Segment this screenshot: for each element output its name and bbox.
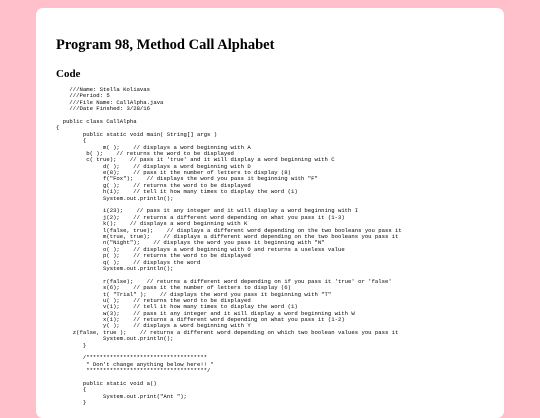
code-line: System.out.println(); [56, 335, 174, 343]
code-line: v(1); // tell it how many times to display the word (1) [56, 303, 298, 311]
code-line: public class CallAlpha [56, 117, 137, 125]
code-line: i(23); // pass it any integer and it will display a word beginning with I [56, 207, 359, 215]
code-block[interactable] [56, 87, 402, 407]
code-line: ///Date Finshed: 3/28/16 [56, 105, 150, 113]
code-line: * Don't change anything below here!! * [56, 360, 214, 368]
code-line: public static void main( String[] args ) [56, 130, 218, 138]
code-line: b( ); // returns the word to be displayed [56, 149, 234, 157]
code-line: w(3); // pass it any integer and it will display a word beginning with W [56, 309, 355, 317]
code-line: h(1); // tell it how many times to display the word (1) [56, 188, 298, 196]
code-line: d( ); // displays a word beginning with D [56, 162, 251, 170]
code-line: o( ); // displays a word beginning with O and returns a useless value [56, 245, 345, 253]
code-line: n("Night"); // displays the word you pass it beginning with "N" [56, 239, 325, 247]
code-line: { [56, 386, 87, 394]
code-line: } [56, 341, 87, 349]
code-line: m( ); // displays a word beginning with A [56, 143, 251, 151]
code-line: r(false); // returns a different word depending on if you pass it 'true' or 'false' [56, 277, 392, 285]
code-line: s(6); // pass it the number of letters to display (6) [56, 284, 291, 292]
code-line: z(false, true ); // returns a different word depending on which two boolean values you pass it [56, 328, 399, 336]
code-line: public static void a() [56, 379, 157, 387]
code-line: { [56, 137, 87, 145]
code-line: y( ); // displays a word beginning with Y [56, 322, 251, 330]
code-line: /************************************ [56, 354, 208, 362]
code-line: m(true, true); // displays a different word depending on the two booleans you pass it [56, 232, 399, 240]
section-heading-code: Code [56, 68, 81, 80]
code-line: } [56, 399, 87, 407]
code-line: u( ); // returns the word to be displayed [56, 296, 251, 304]
code-line: q( ); // displays the word [56, 258, 201, 266]
code-line: System.out.print("Ant "); [56, 392, 187, 400]
code-line: ///Period: 5 [56, 92, 110, 100]
code-line: t( "Trial" ); // displays the word you pass it beginning with "T" [56, 290, 332, 298]
code-line: k(); // displays a word beginning with K [56, 220, 248, 228]
code-line: c( true); // pass it 'true' and it will display a word beginning with C [56, 156, 335, 164]
code-line: ///Name: Stella Koliavas [56, 86, 150, 93]
code-line: j(2); // returns a different word depending on what you pass it (1-3) [56, 213, 345, 221]
code-line: g( ); // returns the word to be displayed [56, 181, 251, 189]
code-line: l(false, true); // displays a different word depending on the two booleans you pass it [56, 226, 402, 234]
code-line: { [56, 124, 60, 132]
code-line: x(1); // returns a different word depending on what you pass it (1-2) [56, 316, 345, 324]
code-line: p( ); // returns the word to be displayed [56, 252, 251, 260]
code-line: System.out.println(); [56, 194, 174, 202]
code-line: e(8); // pass it the number of letters to display (8) [56, 169, 291, 177]
code-line: ************************************/ [56, 367, 211, 375]
code-line: f("Fox"); // displays the word you pass it beginning with "F" [56, 175, 318, 183]
content-card [36, 8, 504, 418]
code-line: System.out.println(); [56, 264, 174, 272]
code-line: ///File Name: CallAlpha.java [56, 98, 164, 106]
page-title: Program 98, Method Call Alphabet [56, 37, 275, 53]
